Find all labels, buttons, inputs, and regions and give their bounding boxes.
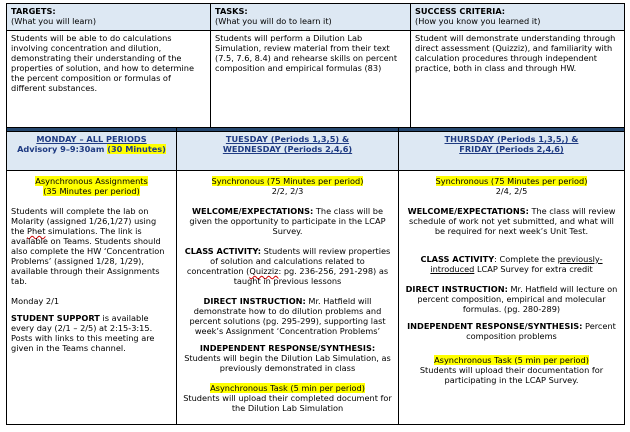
tuesday-async-text: Students will upload their completed document for the Dilution Lab Simulation — [183, 393, 392, 413]
tuesday-async-label: Asynchronous Task (5 min per period) — [210, 383, 365, 393]
thursday-direct-instruction: DIRECT INSTRUCTION: Mr. Hatfield will lecture on percent composition, empirical and molecular formulas. (pg. 280-289) — [405, 284, 618, 314]
tuesday-welcome: WELCOME/EXPECTATIONS: The class will be given the opportunity to participate in the LCAP Survey. — [189, 206, 386, 236]
targets-title: TARGETS: — [11, 6, 56, 16]
tuesday-header — [177, 132, 399, 171]
targets-subtitle: (What you will learn) — [11, 16, 97, 26]
monday-date: Monday 2/1 — [11, 296, 60, 306]
thursday-header — [399, 132, 625, 171]
thursday-async-label: Asynchronous Task (5 min per period) — [434, 355, 589, 365]
monday-header — [7, 132, 177, 171]
advisory-time: Advisory 9–9:30am — [17, 144, 108, 154]
thursday-independent: INDEPENDENT RESPONSE/SYNTHESIS: Percent composition problems — [407, 321, 616, 341]
monday-content — [7, 171, 177, 425]
lcap-survey-link[interactable]: previously-introduced — [430, 254, 603, 274]
thursday-welcome: WELCOME/EXPECTATIONS: The class will review schedule of work not yet submitted, and what will be required for next week’s Unit Test. — [407, 206, 616, 236]
thursday-async-text: Students will upload their documentation for participating in the LCAP Survey. — [419, 365, 604, 385]
thursday-class-activity: CLASS ACTIVITY: Complete the previously-introduced LCAP Survey for extra credit — [420, 254, 603, 274]
tuesday-sync-label: Synchronous (75 Minutes per period) — [211, 176, 364, 186]
targets-table — [6, 3, 625, 128]
tuesday-title-line2: WEDNESDAY (Periods 2,4,6) — [222, 144, 353, 154]
tasks-subtitle: (What you will do to learn it) — [215, 16, 332, 26]
targets-body: Students will be able to do calculations involving concentration and dilution, demonstrating their understanding of the properties of solution, and how to determine the percent composition or formulas of different substances. — [7, 31, 211, 128]
thursday-title-line1: THURSDAY (Periods 1,3,5,) & — [444, 134, 579, 144]
monday-assignment-text: Students will complete the lab on Molarity (assigned 1/26,1/27) using the Phet simulations. The link is available on Teams. Students should also complete the HW ‘Concentration Problems’ (assigned 1/28, 1/29), available through their Assignments tab. — [11, 206, 165, 286]
tuesday-class-activity: CLASS ACTIVITY: Students will review properties of solution and calculations related to concentration (Quizziz: pg. 236-256, 291-298) as taught in previous lessons — [184, 246, 391, 286]
thursday-sync-label: Synchronous (75 Minutes per period) — [435, 176, 588, 186]
criteria-title: SUCCESS CRITERIA: — [415, 6, 506, 16]
thursday-title-line2: FRIDAY (Periods 2,4,6) — [459, 144, 564, 154]
student-support-text: STUDENT SUPPORT is available every day (2/1 – 2/5) at 2:15-3:15. Posts with links to this meeting are given in the Teams channel. — [11, 313, 155, 353]
targets-header — [7, 4, 211, 31]
tuesday-direct-instruction: DIRECT INSTRUCTION: Mr. Hatfield will demonstrate how to do dilution problems and percent solutions (pg. 295-299), supporting last week’s Assignment ‘Concentration Problems’ — [189, 296, 386, 336]
criteria-subtitle: (How you know you learned it) — [415, 16, 541, 26]
tuesday-independent: INDEPENDENT RESPONSE/SYNTHESIS: Students will begin the Dilution Lab Simulation, as previously demonstrated in class — [184, 343, 391, 373]
thursday-content — [399, 171, 625, 425]
tasks-header — [211, 4, 411, 31]
weekly-schedule-table — [6, 127, 625, 425]
monday-async-duration: (35 Minutes per period) — [43, 186, 140, 196]
advisory-duration: (30 Minutes) — [107, 144, 166, 154]
monday-async-label: Asynchronous Assignments — [35, 176, 148, 186]
tasks-body: Students will perform a Dilution Lab Simulation, review material from their text (7.5, 7.6, 8.4) and rehearse skills on percent composition and empirical formulas (83) — [211, 31, 411, 128]
thursday-dates: 2/4, 2/5 — [495, 186, 528, 196]
monday-title: MONDAY – ALL PERIODS — [36, 134, 147, 144]
tasks-title: TASKS: — [215, 6, 248, 16]
criteria-body: Student will demonstrate understanding through direct assessment (Quizziz), and familiarity with calculation procedures through independent practice, both in class and through HW. — [411, 31, 625, 128]
tuesday-dates: 2/2, 2/3 — [271, 186, 304, 196]
tuesday-title-line1: TUESDAY (Periods 1,3,5) & — [225, 134, 350, 144]
tuesday-content — [177, 171, 399, 425]
criteria-header — [411, 4, 625, 31]
phet-link[interactable]: Phet — [27, 226, 46, 236]
